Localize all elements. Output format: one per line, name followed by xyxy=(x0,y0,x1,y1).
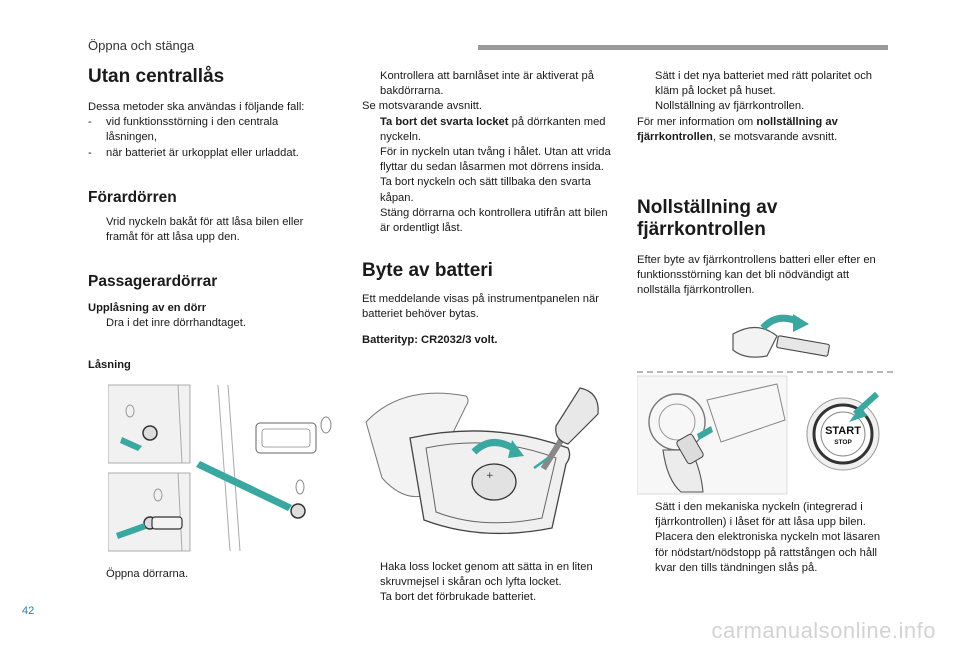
driver-item: Vrid nyckeln bakåt för att låsa bilen eller framåt för att låsa upp den. xyxy=(106,215,304,244)
heading-byte-av-batteri: Byte av batteri xyxy=(362,260,493,282)
section-header: Öppna och stänga xyxy=(88,38,195,53)
column-1 xyxy=(88,66,328,373)
childlock-item: Kontrollera att barnlåset inte är aktiverat på bakdörrarna. xyxy=(380,70,594,98)
column-2 xyxy=(362,69,616,348)
remove-battery-item: Ta bort det förbrukade batteriet. xyxy=(380,591,537,604)
battery-type: Batterityp: CR2032/3 volt. xyxy=(362,333,498,346)
insert-key-item: För in nyckeln utan tvång i hålet. Utan att vrida flyttar du sedan låsarmen mot dörrens insida. xyxy=(380,146,611,174)
unlock-label: Upplåsning av en dörr xyxy=(88,302,207,315)
stop-label: STOP xyxy=(834,439,852,446)
replace-cover-item: Ta bort nyckeln och sätt tillbaka den svarta kåpan. xyxy=(380,176,591,204)
header-bar xyxy=(478,45,888,50)
dash-item-1: - vid funktionsstörning i den centrala låsningen, xyxy=(88,116,279,144)
intro-text: Dessa metoder ska användas i följande fall: xyxy=(88,101,305,113)
insert-battery-item: Sätt i det nya batteriet med rätt polaritet och kläm på locket på huset. xyxy=(655,70,873,98)
remove-cover-item: Ta bort det svarta locket på dörrkanten med nyckeln. xyxy=(380,115,606,143)
heading-nollstallning: Nollställning av fjärrkontrollen xyxy=(637,197,778,241)
battery-change-illustration xyxy=(362,378,616,550)
see-section-text: Se motsvarande avsnitt. xyxy=(362,100,483,113)
insert-mech-key-item: Sätt i den mekaniska nyckeln (integrerad i fjärrkontrollen) i låset för att låsa upp bilen. xyxy=(655,501,866,529)
reset-intro: Efter byte av fjärrkontrollens batteri eller efter en funktionsstörning kan det bli nödvändigt att nollställa fjärrkontrollen. xyxy=(637,254,876,297)
svg-text:+: + xyxy=(486,471,494,481)
more-info-text: För mer information om nollställning av fjärrkontrollen, se motsvarande avsnitt. xyxy=(637,115,838,143)
door-lock-illustration xyxy=(108,383,340,553)
column-3 xyxy=(637,69,893,299)
watermark: carmanualsonline.info xyxy=(711,618,936,643)
lock-label: Låsning xyxy=(88,358,131,371)
close-doors-item: Stäng dörrarna och kontrollera utifrån att bilen är ordentligt låst. xyxy=(380,206,608,235)
battery-intro: Ett meddelande visas på instrumentpanelen när batteriet behöver bytas. xyxy=(362,293,599,321)
dash-item-2: - när batteriet är urkopplat eller urladdat. xyxy=(88,146,299,159)
unhook-cover-item: Haka loss locket genom att sätta in en liten skruvmejsel i skåran och lyfta locket. xyxy=(380,561,593,589)
reset-remote-item: Nollställning av fjärrkontrollen. xyxy=(655,100,805,113)
title-utan-centrallas: Utan centrallås xyxy=(88,66,225,87)
heading-forardorren: Förardörren xyxy=(88,188,177,206)
place-electronic-key-item: Placera den elektroniska nyckeln mot läsaren för nödstart/nödstopp på rattstången och håll kvar den tills tändningen slås på. xyxy=(655,531,881,574)
unlock-item: Dra i det inre dörrhandtaget. xyxy=(106,317,246,330)
open-doors-item: Öppna dörrarna. xyxy=(106,568,189,580)
reset-remote-illustration xyxy=(637,310,893,496)
start-label: START xyxy=(825,425,861,437)
page-number: 42 xyxy=(22,605,35,617)
heading-passagerardorrar: Passagerardörrar xyxy=(88,273,218,291)
